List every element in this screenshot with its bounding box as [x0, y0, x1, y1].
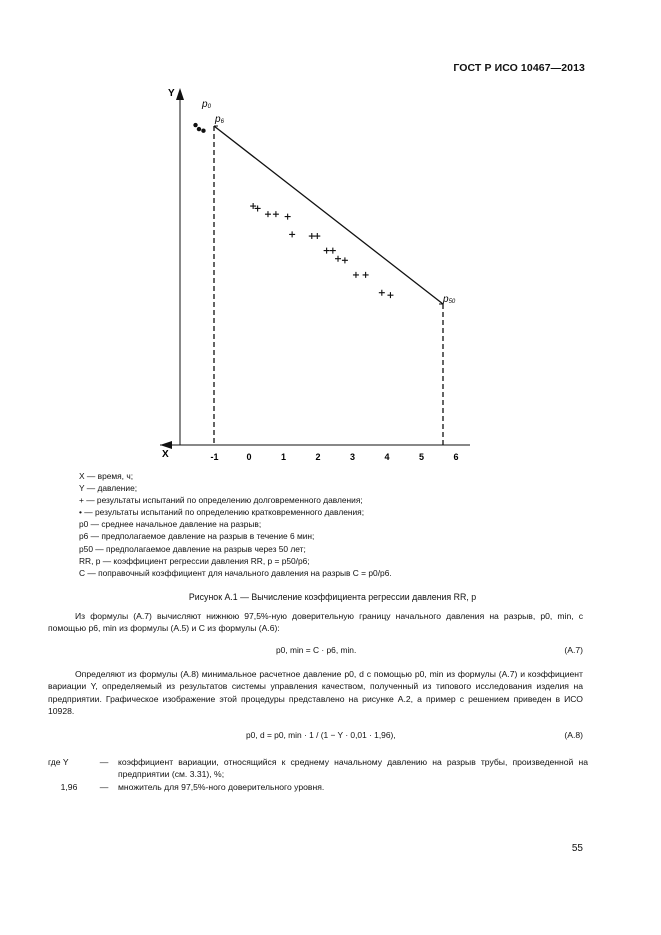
y-axis-arrow: [176, 88, 184, 100]
label-p6: p6: [215, 114, 224, 125]
figure-caption: Рисунок А.1 — Вычисление коэффициента регрессии давления RR, p: [188, 592, 477, 602]
long-term-result-cross: [363, 272, 369, 278]
where-list: [48, 756, 588, 793]
equation-number-a7: (А.7): [564, 645, 583, 655]
long-term-result-cross: [309, 233, 315, 239]
where-text: множитель для 97,5%-ного доверительного уровня.: [118, 781, 325, 792]
paragraph-2: Определяют из формулы (А.8) минимальное расчетное давление p0, d с помощью p0, min из формулы (А.7) и коэффициент вариации Y, определяемый из результатов системы управления качеством, полученный из типового исследования изделия на предприятии. Графическое изображение этой процедуры представлено на рисунке А.2, а пример с решением приведен в ИСО 10928.: [48, 669, 583, 716]
where-symbol: где Y: [48, 757, 69, 767]
legend-item: p50 — предполагаемое давление на разрыв через 50 лет;: [79, 543, 306, 554]
where-text: коэффициент вариации, относящийся к среднему начальному давлению на разрыв трубы, произведенной на предприятии (см. 3.31), %;: [118, 757, 588, 780]
equation-number-a8: (А.8): [564, 730, 583, 740]
short-term-result-point: [193, 123, 197, 127]
formula-a7: p0, min = C · p6, min.: [276, 645, 357, 655]
long-term-result-cross: [335, 256, 341, 262]
long-term-result-cross: [265, 211, 271, 217]
where-item: [48, 781, 588, 793]
legend-item: Y — давление;: [79, 483, 138, 494]
legend-item: C — поправочный коэффициент для начального давления на разрыв C = p0/p6.: [79, 567, 392, 578]
label-p0: p0: [202, 99, 211, 110]
label-p50: p50: [443, 294, 456, 305]
legend-item: + — результаты испытаний по определению долговременного давления;: [79, 495, 363, 506]
x-tick-label: -1: [210, 452, 219, 462]
long-term-result-cross: [285, 214, 291, 220]
paragraph-1: Из формулы (А.7) вычисляют нижнюю 97,5%-ную доверительную границу начального давления на разрыв, p0, min, с помощью p6, min из формулы (А.5) и C из формулы (А.6):: [48, 611, 583, 634]
formula-a8: p0, d = p0, min · 1 / (1 − Y · 0,01 · 1,96),: [246, 730, 396, 740]
legend-item: X — время, ч;: [79, 471, 134, 481]
figure-legend: [79, 470, 392, 579]
long-term-result-cross: [289, 231, 295, 237]
page-number: 55: [571, 843, 583, 854]
long-term-result-cross: [273, 211, 279, 217]
y-axis-label: Y: [168, 88, 175, 99]
long-term-result-cross: [379, 290, 385, 296]
short-term-result-point: [197, 127, 201, 131]
where-item: [48, 756, 588, 781]
long-term-result-cross: [342, 257, 348, 263]
legend-item: p6 — предполагаемое давление на разрыв в течение 6 мин;: [79, 531, 315, 542]
document-header: ГОСТ Р ИСО 10467—2013: [453, 62, 585, 74]
long-term-result-cross: [314, 233, 320, 239]
x-tick-label: 3: [349, 452, 356, 462]
x-tick-label: 4: [384, 452, 390, 462]
x-tick-label: 6: [453, 452, 459, 462]
legend-item: • — результаты испытаний по определению кратковременного давления;: [79, 507, 365, 518]
where-dash: —: [99, 757, 109, 767]
long-term-result-cross: [324, 248, 330, 254]
regression-line: [214, 126, 443, 304]
legend-item: RR, p — коэффициент регрессии давления RR, p = p50/p6;: [79, 555, 310, 566]
long-term-result-cross: [353, 272, 359, 278]
where-symbol: 1,96: [60, 781, 78, 792]
x-tick-label: 0: [246, 452, 252, 462]
where-dash: —: [99, 781, 109, 792]
x-tick-label: 2: [315, 452, 321, 462]
x-tick-label: 1: [280, 452, 287, 462]
legend-item: p0 — среднее начальное давление на разрыв;: [79, 519, 262, 530]
x-axis-label: X: [162, 449, 169, 460]
long-term-result-cross: [330, 248, 336, 254]
short-term-result-point: [201, 129, 205, 133]
long-term-result-cross: [387, 292, 393, 298]
x-tick-label: 5: [418, 452, 425, 462]
